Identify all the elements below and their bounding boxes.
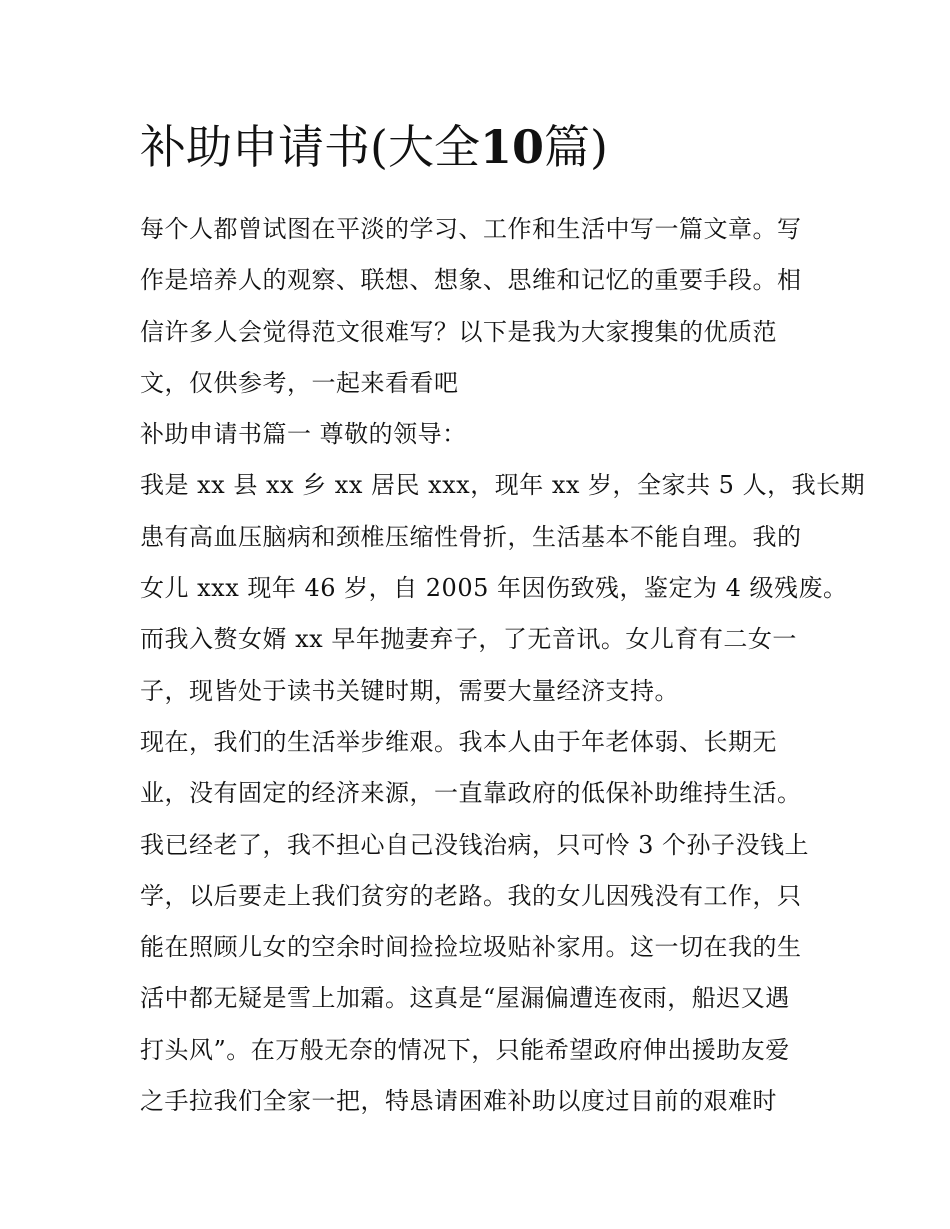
text-line: 现在，我们的生活举步维艰。我本人由于年老体弱、长期无 [140,727,777,756]
text-line: 而我入赘女婿 xx 早年抛妻弃子，了无音讯。女儿育有二女一 [140,625,797,654]
text-line: 能在照顾儿女的空余时间捡捡垃圾贴补家用。这一切在我的生 [140,933,802,962]
text-line: 女儿 xxx 现年 46 岁，自 2005 年因伤致残，鉴定为 4 级残废。 [140,574,848,603]
title-number: 10 [479,120,544,174]
text-line: 活中都无疑是雪上加霜。这真是“屋漏偏遭连夜雨，船迟又遇 [140,984,790,1013]
text-line: 子，现皆处于读书关键时期，需要大量经济支持。 [140,676,679,705]
text-line: 作是培养人的观察、联想、想象、思维和记忆的重要手段。相 [140,266,802,295]
text-line: 之手拉我们全家一把，特恳请困难补助以度过目前的艰难时 [140,1087,777,1116]
section-heading: 补助申请书篇一 尊敬的领导： [140,420,467,449]
document-title [140,116,820,178]
text-line: 文，仅供参考，一起来看看吧 [140,368,459,397]
text-line: 我已经老了，我不担心自己没钱治病，只可怜 3 个孙子没钱上 [140,830,810,859]
text-line: 打头风”。在万般无奈的情况下，只能希望政府伸出援助友爱 [140,1035,790,1064]
text-line: 每个人都曾试图在平淡的学习、工作和生活中写一篇文章。写 [140,215,802,243]
title-suffix: 篇) [543,120,608,174]
document-content [140,116,866,1127]
text-line: 业，没有固定的经济来源，一直靠政府的低保补助维持生活。 [140,779,802,808]
text-line: 信许多人会觉得范文很难写？以下是我为大家搜集的优质范 [140,317,777,346]
body-text [140,204,866,1127]
text-line: 我是 xx 县 xx 乡 xx 居民 xxx，现年 xx 岁，全家共 5 人，我长期 [140,471,866,500]
text-line: 患有高血压脑病和颈椎压缩性骨折，生活基本不能自理。我的 [140,522,802,551]
text-line: 学，以后要走上我们贫穷的老路。我的女儿因残没有工作，只 [140,881,802,910]
title-text: 补助申请书(大全 [140,120,480,174]
